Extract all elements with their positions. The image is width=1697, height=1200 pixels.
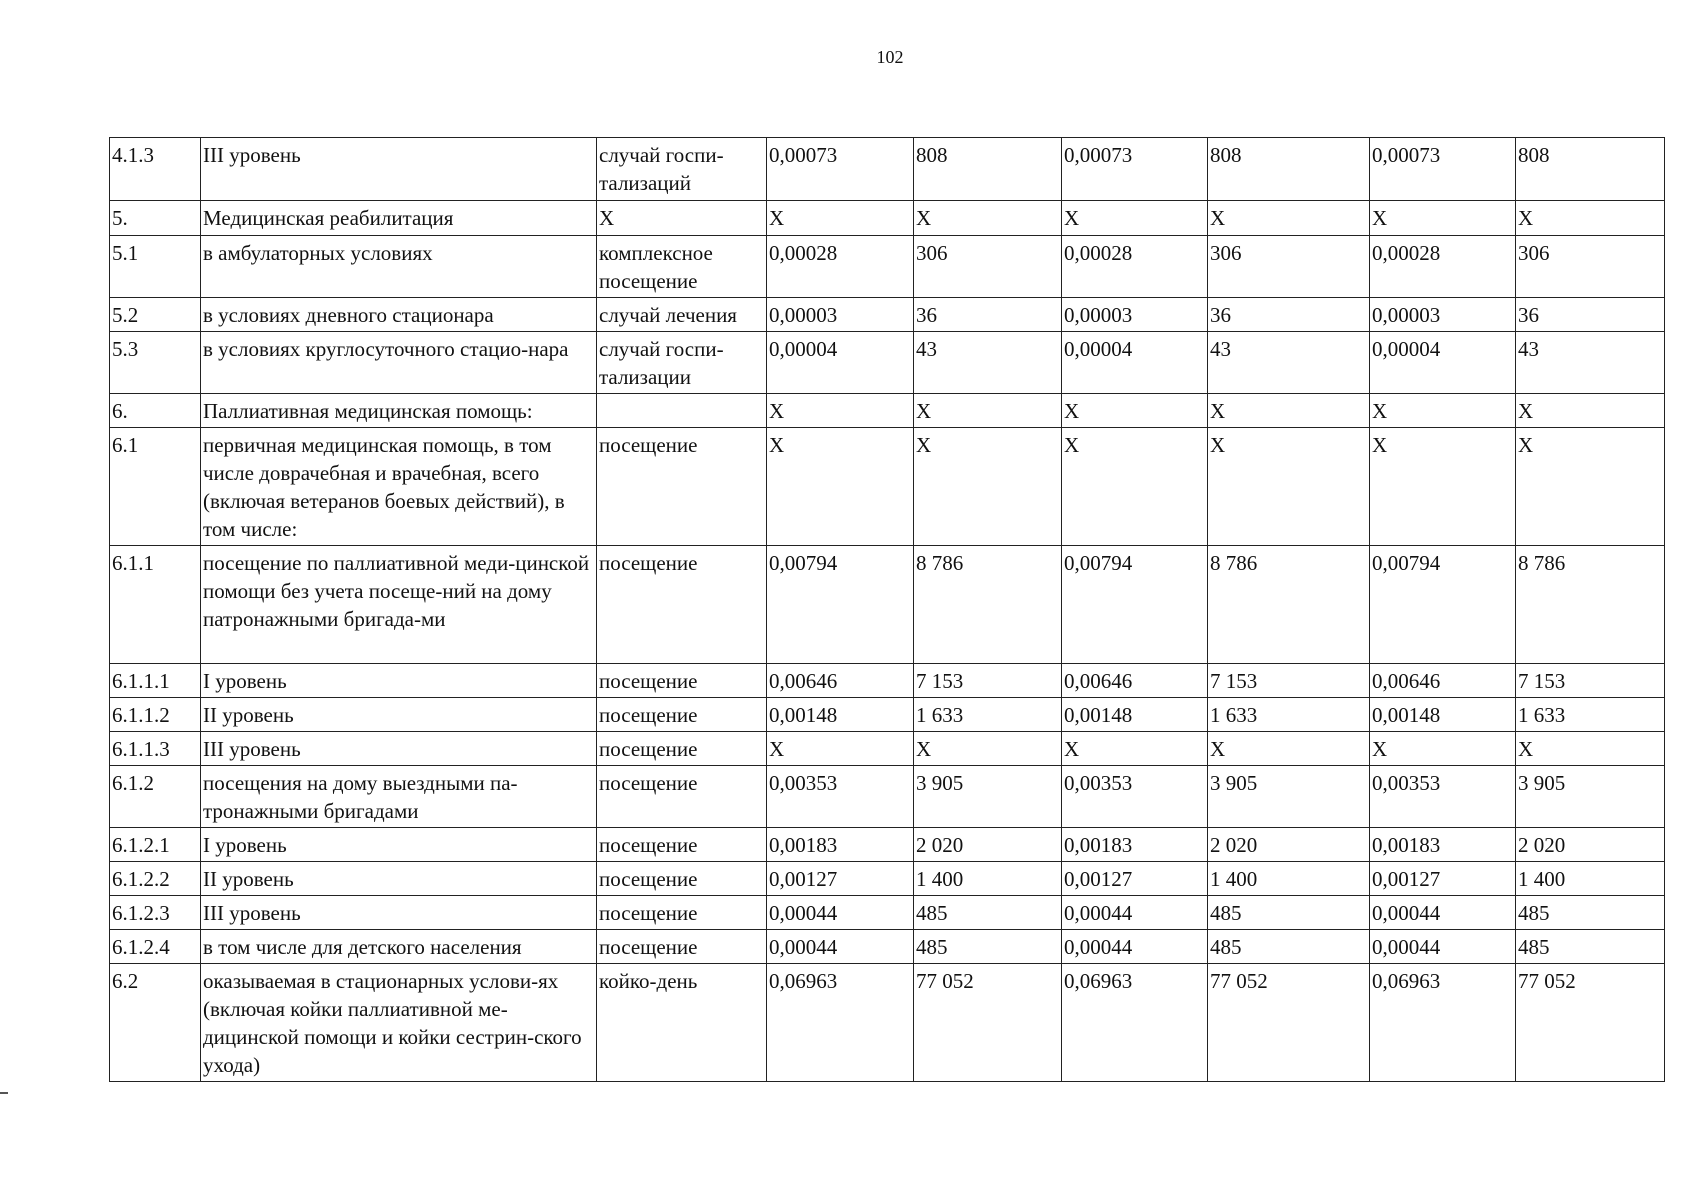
cell-v1: 0,00794	[767, 546, 914, 664]
cell-v6: 485	[1516, 930, 1665, 964]
cell-v3: 0,00794	[1062, 546, 1208, 664]
cell-v5: X	[1370, 732, 1516, 766]
cell-v5: 0,00353	[1370, 766, 1516, 828]
cell-v3: X	[1062, 201, 1208, 236]
table-row	[110, 201, 1665, 236]
cell-name: Медицинская реабилитация	[201, 201, 597, 236]
cell-unit: посещение	[597, 428, 767, 546]
cell-unit: посещение	[597, 664, 767, 698]
cell-v5: 0,00127	[1370, 862, 1516, 896]
cell-v6: X	[1516, 428, 1665, 546]
cell-v6: 77 052	[1516, 964, 1665, 1082]
cell-num: 6.1.2.1	[110, 828, 201, 862]
cell-num: 6.1.1.1	[110, 664, 201, 698]
cell-v5: 0,00148	[1370, 698, 1516, 732]
cell-v5: 0,00073	[1370, 138, 1516, 201]
cell-v5: X	[1370, 428, 1516, 546]
cell-v6: 1 633	[1516, 698, 1665, 732]
cell-num: 6.1.1	[110, 546, 201, 664]
cell-v2: 2 020	[914, 828, 1062, 862]
cell-unit: случай госпи-тализации	[597, 332, 767, 394]
cell-num: 6.1.2	[110, 766, 201, 828]
cell-name: III уровень	[201, 138, 597, 201]
cell-v2: X	[914, 394, 1062, 428]
table-row	[110, 428, 1665, 546]
cell-v5: X	[1370, 201, 1516, 236]
table-row	[110, 546, 1665, 664]
cell-v1: X	[767, 732, 914, 766]
cell-v5: X	[1370, 394, 1516, 428]
cell-v2: 306	[914, 236, 1062, 298]
cell-v2: 43	[914, 332, 1062, 394]
cell-v1: 0,00353	[767, 766, 914, 828]
cell-num: 5.2	[110, 298, 201, 332]
cell-name: II уровень	[201, 862, 597, 896]
data-table	[109, 137, 1665, 1082]
cell-v4: X	[1208, 428, 1370, 546]
cell-v4: 1 633	[1208, 698, 1370, 732]
cell-v1: 0,00003	[767, 298, 914, 332]
table-row	[110, 862, 1665, 896]
cell-num: 6.1	[110, 428, 201, 546]
cell-name: посещение по паллиативной меди-цинской помощи без учета посеще-ний на дому патронажными бригада-ми	[201, 546, 597, 664]
cell-v5: 0,00794	[1370, 546, 1516, 664]
table-row	[110, 896, 1665, 930]
cell-name: оказываемая в стационарных услови-ях (включая койки паллиативной ме-дицинской помощи и койки сестрин-ского ухода)	[201, 964, 597, 1082]
cell-name: в условиях дневного стационара	[201, 298, 597, 332]
cell-v6: 1 400	[1516, 862, 1665, 896]
cell-name: в том числе для детского населения	[201, 930, 597, 964]
cell-v2: 1 633	[914, 698, 1062, 732]
cell-v4: 485	[1208, 930, 1370, 964]
page-number: 102	[876, 47, 904, 67]
cell-v5: 0,00044	[1370, 930, 1516, 964]
table-row	[110, 394, 1665, 428]
cell-v2: 36	[914, 298, 1062, 332]
cell-unit: посещение	[597, 732, 767, 766]
cell-v1: X	[767, 201, 914, 236]
cell-v3: 0,00044	[1062, 896, 1208, 930]
table-row	[110, 236, 1665, 298]
cell-unit: посещение	[597, 546, 767, 664]
cell-v1: 0,00148	[767, 698, 914, 732]
cell-v2: X	[914, 732, 1062, 766]
cell-v1: X	[767, 394, 914, 428]
cell-v1: 0,00004	[767, 332, 914, 394]
cell-v2: 8 786	[914, 546, 1062, 664]
table-row	[110, 828, 1665, 862]
cell-unit: посещение	[597, 930, 767, 964]
cell-v3: 0,00127	[1062, 862, 1208, 896]
cell-v4: X	[1208, 201, 1370, 236]
cell-v2: 485	[914, 896, 1062, 930]
cell-v4: 306	[1208, 236, 1370, 298]
cell-v5: 0,00183	[1370, 828, 1516, 862]
cell-v4: 77 052	[1208, 964, 1370, 1082]
cell-v2: 7 153	[914, 664, 1062, 698]
cell-v6: 36	[1516, 298, 1665, 332]
table-row	[110, 732, 1665, 766]
cell-v4: 7 153	[1208, 664, 1370, 698]
cell-v1: 0,00183	[767, 828, 914, 862]
cell-v5: 0,00003	[1370, 298, 1516, 332]
table-row	[110, 698, 1665, 732]
cell-v4: 43	[1208, 332, 1370, 394]
cell-v3: 0,00148	[1062, 698, 1208, 732]
cell-v1: 0,00028	[767, 236, 914, 298]
cell-v1: 0,00127	[767, 862, 914, 896]
cell-name: III уровень	[201, 896, 597, 930]
cell-num: 6.1.1.3	[110, 732, 201, 766]
cell-v3: 0,00646	[1062, 664, 1208, 698]
table-row	[110, 298, 1665, 332]
cell-v3: 0,00183	[1062, 828, 1208, 862]
cell-unit: случай лечения	[597, 298, 767, 332]
cell-v3: 0,06963	[1062, 964, 1208, 1082]
cell-num: 6.2	[110, 964, 201, 1082]
cell-name: в условиях круглосуточного стацио-нара	[201, 332, 597, 394]
cell-v4: 808	[1208, 138, 1370, 201]
cell-v3: 0,00028	[1062, 236, 1208, 298]
cell-v4: 36	[1208, 298, 1370, 332]
cell-num: 4.1.3	[110, 138, 201, 201]
cell-v3: X	[1062, 732, 1208, 766]
cell-v6: 306	[1516, 236, 1665, 298]
cell-v3: X	[1062, 394, 1208, 428]
cell-num: 6.	[110, 394, 201, 428]
cell-v2: 485	[914, 930, 1062, 964]
cell-num: 6.1.2.3	[110, 896, 201, 930]
cell-name: в амбулаторных условиях	[201, 236, 597, 298]
cell-v3: 0,00003	[1062, 298, 1208, 332]
table-body	[110, 138, 1665, 1082]
table-row	[110, 664, 1665, 698]
cell-name: III уровень	[201, 732, 597, 766]
cell-v3: 0,00004	[1062, 332, 1208, 394]
cell-v2: X	[914, 428, 1062, 546]
cell-name: I уровень	[201, 828, 597, 862]
cell-unit: комплексное посещение	[597, 236, 767, 298]
cell-v6: X	[1516, 201, 1665, 236]
cell-v6: 3 905	[1516, 766, 1665, 828]
cell-v2: X	[914, 201, 1062, 236]
cell-v2: 3 905	[914, 766, 1062, 828]
cell-unit: посещение	[597, 896, 767, 930]
cell-v3: 0,00073	[1062, 138, 1208, 201]
cell-num: 6.1.1.2	[110, 698, 201, 732]
cell-v6: 808	[1516, 138, 1665, 201]
cell-v3: X	[1062, 428, 1208, 546]
cell-unit: посещение	[597, 828, 767, 862]
cell-unit: посещение	[597, 766, 767, 828]
cell-v6: 2 020	[1516, 828, 1665, 862]
cell-name: Паллиативная медицинская помощь:	[201, 394, 597, 428]
cell-unit: X	[597, 201, 767, 236]
cell-v5: 0,00028	[1370, 236, 1516, 298]
cell-v5: 0,00044	[1370, 896, 1516, 930]
cell-unit: посещение	[597, 862, 767, 896]
cell-v6: 43	[1516, 332, 1665, 394]
cell-v3: 0,00044	[1062, 930, 1208, 964]
cell-v4: 1 400	[1208, 862, 1370, 896]
table-row	[110, 138, 1665, 201]
cell-v3: 0,00353	[1062, 766, 1208, 828]
cell-v6: 8 786	[1516, 546, 1665, 664]
cell-name: I уровень	[201, 664, 597, 698]
cell-name: посещения на дому выездными па-тронажными бригадами	[201, 766, 597, 828]
cell-v6: 7 153	[1516, 664, 1665, 698]
cell-v1: 0,00073	[767, 138, 914, 201]
table-row	[110, 964, 1665, 1082]
cell-v6: 485	[1516, 896, 1665, 930]
cell-v1: 0,00044	[767, 896, 914, 930]
cell-v5: 0,06963	[1370, 964, 1516, 1082]
table-row	[110, 332, 1665, 394]
cell-unit: койко-день	[597, 964, 767, 1082]
cell-unit: случай госпи-тализаций	[597, 138, 767, 201]
cell-v2: 77 052	[914, 964, 1062, 1082]
cell-v1: X	[767, 428, 914, 546]
cell-v2: 1 400	[914, 862, 1062, 896]
table-row	[110, 766, 1665, 828]
cell-num: 6.1.2.4	[110, 930, 201, 964]
edge-mark	[0, 1092, 8, 1094]
cell-v5: 0,00646	[1370, 664, 1516, 698]
cell-v1: 0,06963	[767, 964, 914, 1082]
cell-name: первичная медицинская помощь, в том числе доврачебная и врачебная, всего (включая ветеранов боевых действий), в том числе:	[201, 428, 597, 546]
cell-unit: посещение	[597, 698, 767, 732]
cell-v6: X	[1516, 732, 1665, 766]
cell-v2: 808	[914, 138, 1062, 201]
cell-v4: X	[1208, 394, 1370, 428]
cell-v4: 2 020	[1208, 828, 1370, 862]
cell-num: 5.3	[110, 332, 201, 394]
cell-v6: X	[1516, 394, 1665, 428]
cell-num: 5.1	[110, 236, 201, 298]
cell-v1: 0,00646	[767, 664, 914, 698]
table-row	[110, 930, 1665, 964]
cell-name: II уровень	[201, 698, 597, 732]
cell-num: 6.1.2.2	[110, 862, 201, 896]
cell-v4: 485	[1208, 896, 1370, 930]
cell-num: 5.	[110, 201, 201, 236]
cell-v4: 8 786	[1208, 546, 1370, 664]
cell-v1: 0,00044	[767, 930, 914, 964]
cell-v4: 3 905	[1208, 766, 1370, 828]
cell-v4: X	[1208, 732, 1370, 766]
cell-v5: 0,00004	[1370, 332, 1516, 394]
cell-unit	[597, 394, 767, 428]
